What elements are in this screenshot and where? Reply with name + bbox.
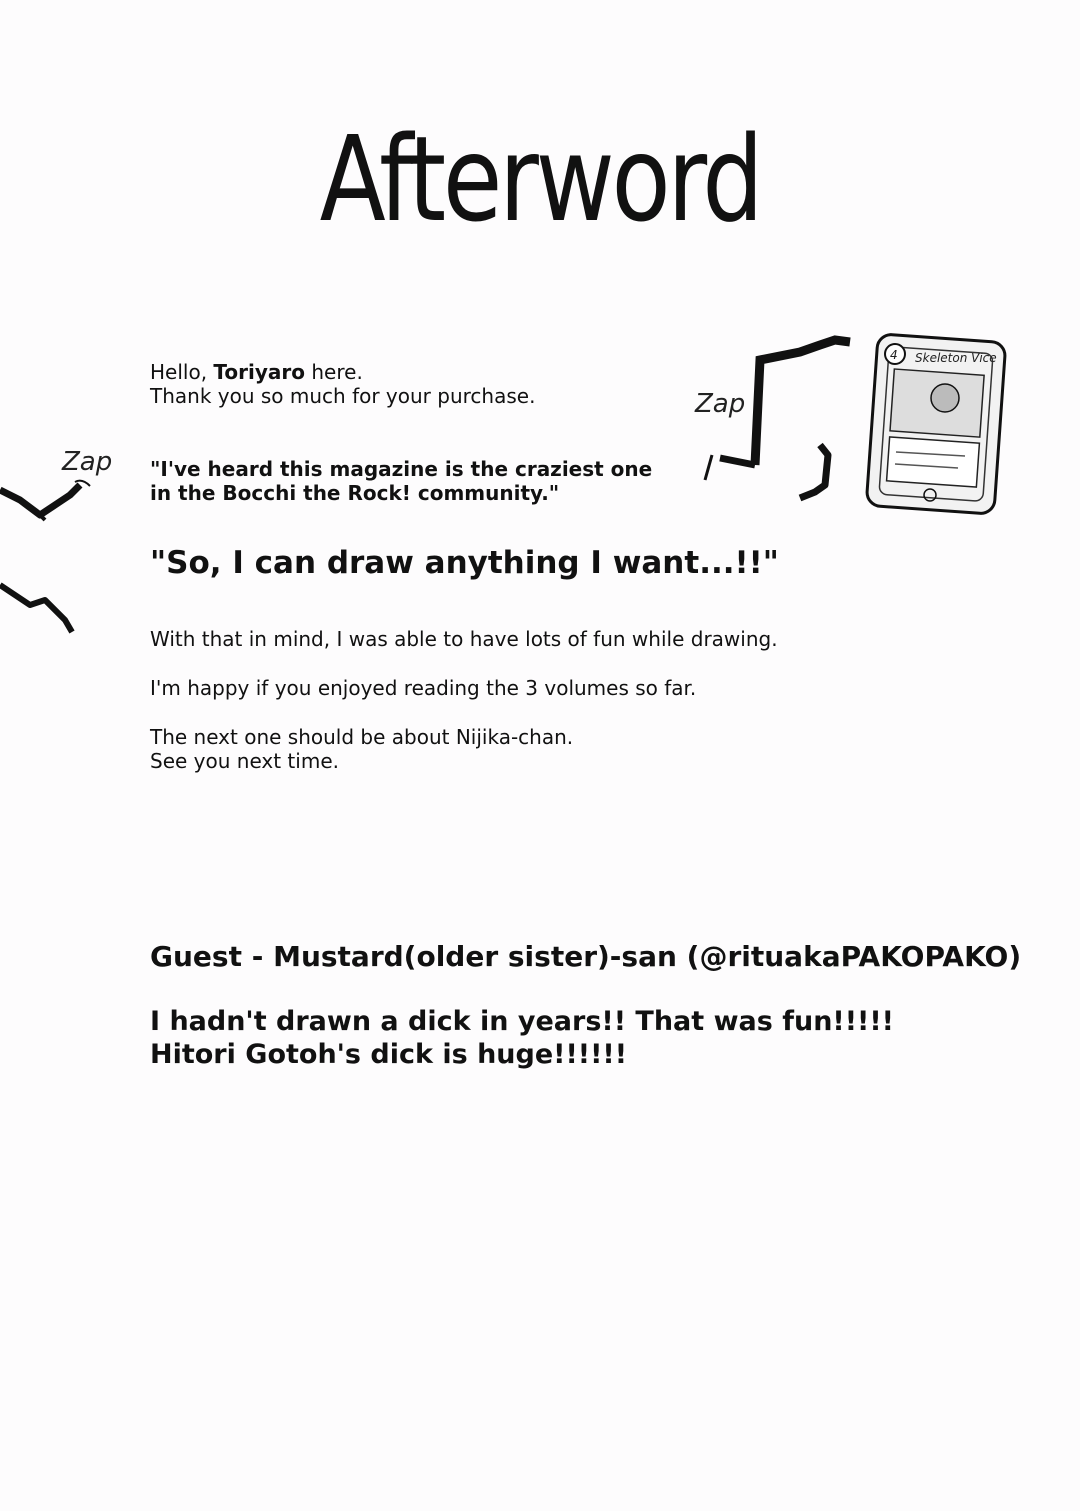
body-paragraph-3-line-2: See you next time. [150,749,339,773]
quote-line-2: in the Bocchi the Rock! community." [150,481,560,505]
body-paragraph-1: With that in mind, I was able to have lots of fun while drawing. [150,627,778,651]
body-paragraph-2: I'm happy if you enjoyed reading the 3 volumes so far. [150,676,697,700]
guest-message-line-1: I hadn't drawn a dick in years!! That was fun!!!!! [150,1006,894,1037]
guest-message [150,1005,894,1071]
exclamation-heading: "So, I can draw anything I want...!!" [150,545,779,581]
zap-sfx-right: Zap [695,389,746,419]
author-name: Toriyaro [213,360,306,384]
guest-message-line-2: Hitori Gotoh's dick is huge!!!!!! [150,1039,628,1070]
intro-greeting: Hello, [150,360,214,384]
intro-line-1 [150,360,535,384]
quote-line-1: "I've heard this magazine is the craziest one [150,457,653,481]
card-illustration [866,334,1006,515]
intro-greeting-suffix: here. [305,360,363,384]
right-zap-squiggle [705,340,850,498]
intro-paragraph [150,360,535,408]
card-name: Skeleton Vice [915,351,997,365]
body-paragraph-3-line-1: The next one should be about Nijika-chan. [150,725,574,749]
zap-sfx-left: Zap [62,447,113,477]
guest-heading: Guest - Mustard(older sister)-san (@rituakaPAKOPAKO) [150,940,1022,973]
left-zap-squiggle [0,481,90,632]
body-paragraph-3 [150,725,573,773]
page-title: Afterword [319,110,761,248]
intro-line-2: Thank you so much for your purchase. [150,384,536,408]
quote-paragraph [150,457,652,505]
card-cost: 4 [890,348,898,362]
